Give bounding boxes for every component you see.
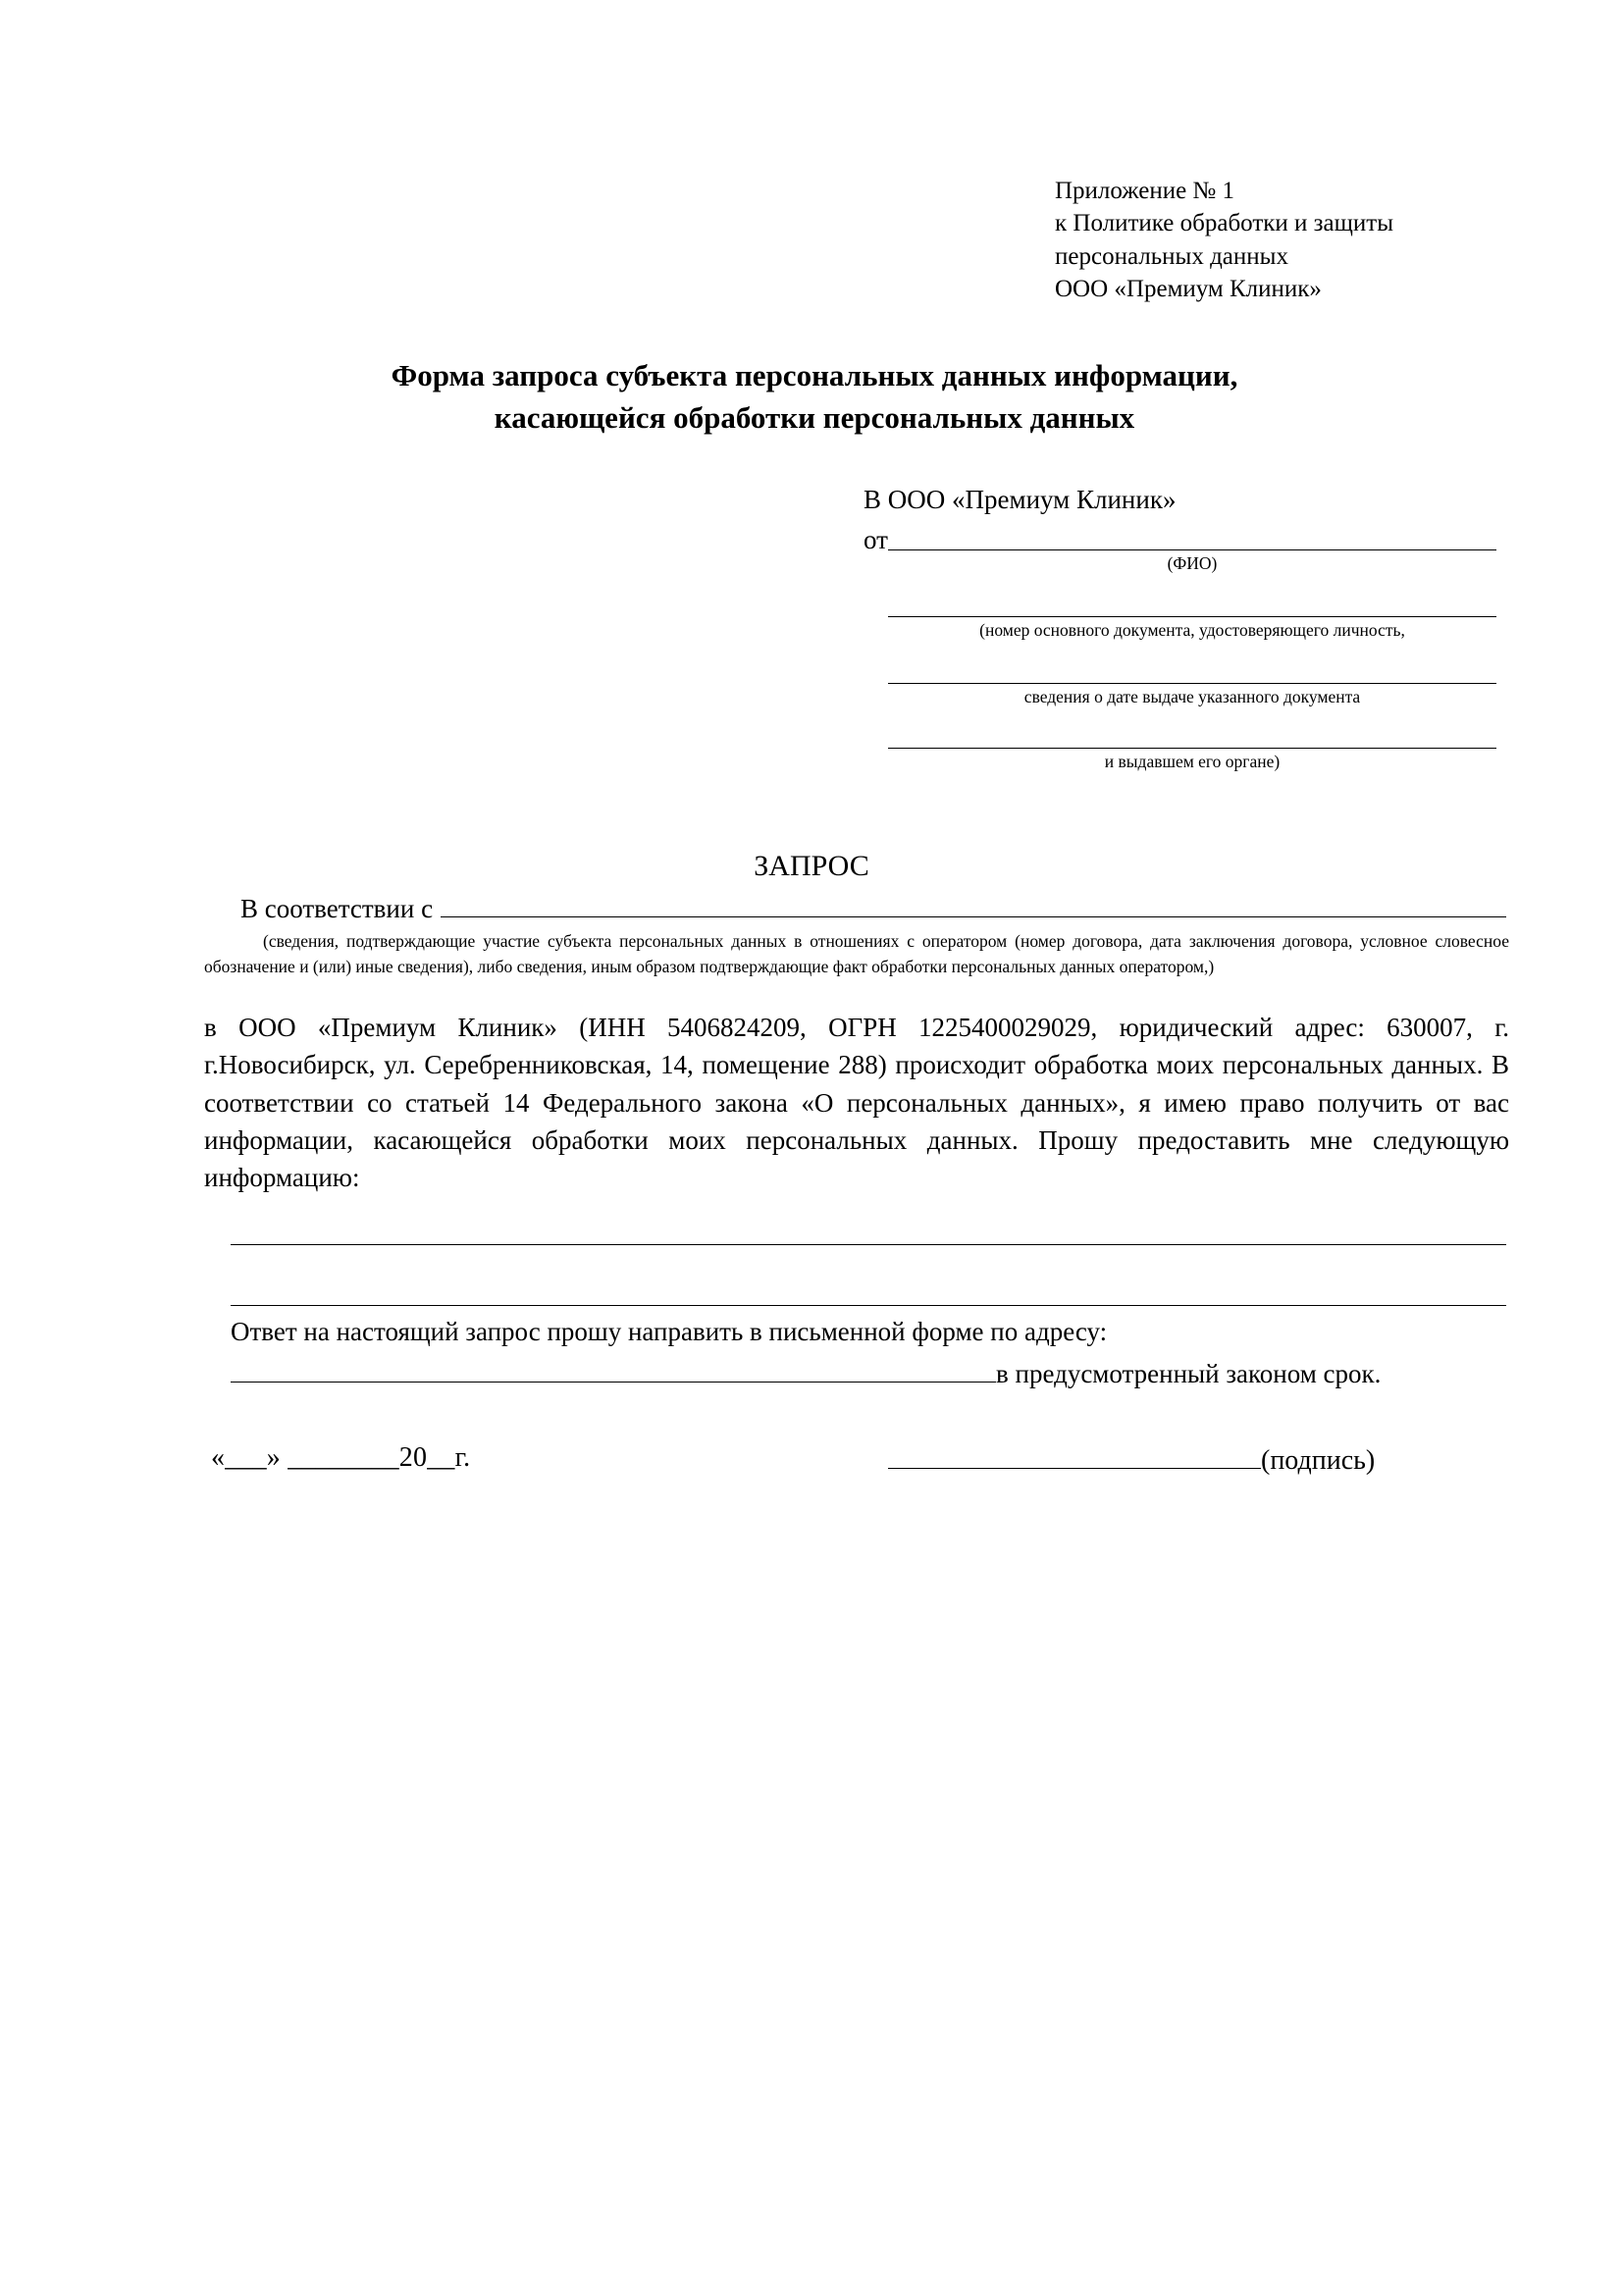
requested-info-line-1[interactable]: [231, 1244, 1506, 1245]
accordance-row: [240, 891, 1506, 924]
reply-address-row: [231, 1356, 1506, 1389]
header-line-1: Приложение № 1: [1055, 178, 1235, 204]
request-heading: ЗАПРОС: [754, 850, 869, 882]
field-issuing-authority[interactable]: [888, 748, 1496, 773]
reply-address-input[interactable]: [231, 1356, 996, 1383]
field-document-issue-date[interactable]: [888, 683, 1496, 708]
header-line-3: персональных данных: [1055, 242, 1288, 270]
request-body-paragraph: в ООО «Премиум Клиник» (ИНН 5406824209, ОГРН 1225400029029, юридический адрес: 630007, г. г.Новосибирск, ул. Серебренниковская, 14, помещение 288) происходит обработка моих персональных данных. В соответствии со статьей 14 Федерального закона «О персональных данных», я имею право получить от вас информации, касающейся обработки моих персональных данных. Прошу предоставить мне следующую информацию:: [204, 1013, 1509, 1193]
signature-label: (подпись): [1261, 1445, 1376, 1476]
document-header: [1055, 175, 1565, 305]
header-line-2: к Политике обработки и защиты: [1055, 210, 1394, 237]
field-issuing-authority-caption: и выдавшем его органе): [1104, 752, 1281, 771]
date-field[interactable]: «___» ________20__г.: [211, 1442, 471, 1473]
field-full-name[interactable]: [888, 549, 1496, 575]
addressee-organization: В ООО «Премиум Клиник»: [864, 485, 1177, 514]
accordance-label: В соответствии с: [240, 894, 434, 923]
signature-input[interactable]: [888, 1442, 1261, 1469]
field-id-document-number[interactable]: [888, 616, 1496, 642]
accordance-note: [204, 928, 1509, 980]
page-title-line-2: касающейся обработки персональных данных: [494, 399, 1135, 435]
requested-info-line-2[interactable]: [231, 1305, 1506, 1306]
page-title-line-1: Форма запроса субъекта персональных данных информации,: [391, 358, 1238, 392]
field-id-document-number-caption: (номер основного документа, удостоверяющего личность,: [979, 620, 1405, 640]
header-line-4: ООО «Премиум Клиник»: [1055, 275, 1322, 302]
field-full-name-caption: (ФИО): [1167, 553, 1218, 573]
signature-row: [888, 1442, 1375, 1477]
reply-instruction-text: Ответ на настоящий запрос прошу направить в письменной форме по адресу:: [231, 1317, 1108, 1346]
from-label: от: [864, 525, 888, 554]
accordance-input[interactable]: [441, 891, 1506, 917]
accordance-note-text: (сведения, подтверждающие участие субъекта персональных данных в отношениях с оператором (номер договора, дата заключения договора, условное словесное обозначение и (или) иные сведения), либо сведения, иным образом подтверждающие факт обработки персональных данных оператором,): [204, 931, 1509, 977]
field-document-issue-date-caption: сведения о дате выдаче указанного документа: [1023, 687, 1361, 706]
reply-term-text: в предусмотренный законом срок.: [996, 1359, 1382, 1388]
page-title: [245, 355, 1384, 440]
